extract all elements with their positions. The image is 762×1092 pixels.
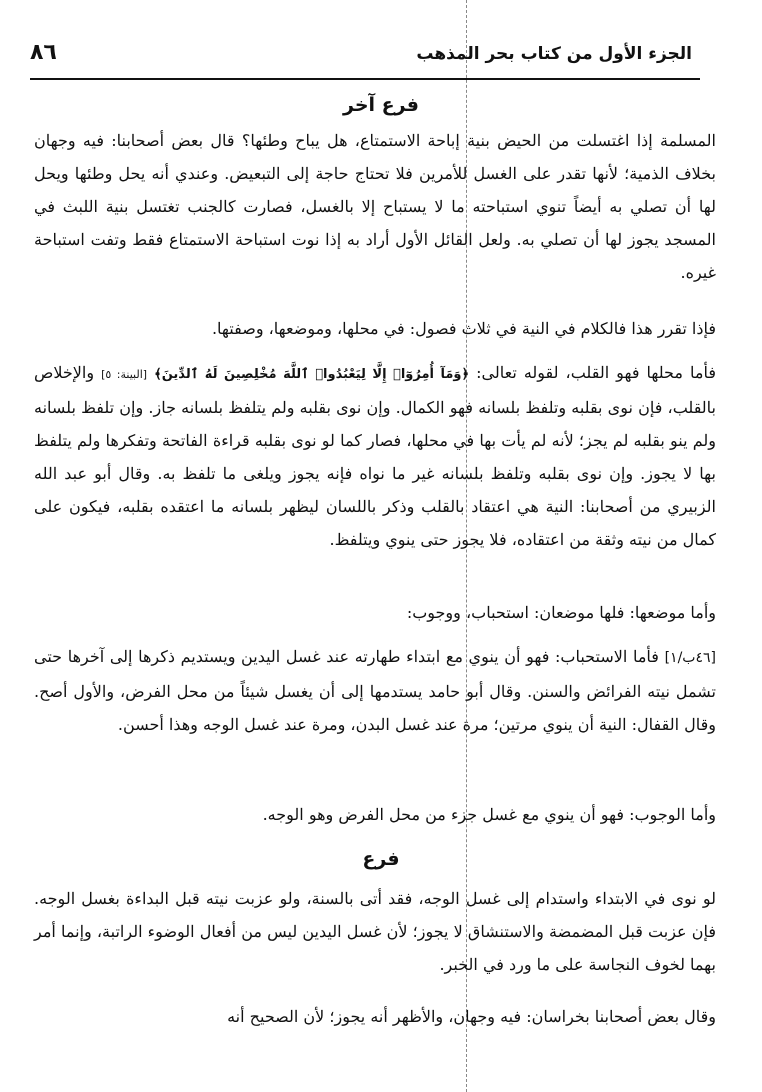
- paragraph-text: فأما محلها فهو القلب، لقوله تعالى:: [476, 363, 716, 382]
- running-header: [30, 34, 700, 80]
- page-number: ٨٦: [30, 40, 57, 65]
- folio-marker: [٤٦ب/١]: [664, 650, 716, 666]
- paragraph-text: والإخلاص بالقلب، فإن نوى بقلبه وتلفظ بلسانه فهو الكمال. وإن نوى بقلبه ولم يتلفظ بلسانه جاز. وإن تلفظ بلسانه ولم ينو بقلبه لم يجز؛ لأنه لم يأت بها في محلها، فصار كما لو نوى بقلبه قراءة الفاتحة وتفكرها ولم يتلفظ بها لا يجوز. وإن نوى بقلبه وتلفظ بلسانه غير ما نواه فإنه يجوز ويلغى ما تلفظ به. وقال أبو عبد الله الزبيري من أصحابنا: النية هي اعتقاد بالقلب وذكر باللسان ليظهر بلسانه ما اعتقده بقلبه، فيكون على كمال من نيته وثقة من اعتقاده، فلا يجوز حتى ينوي ويتلفظ.: [34, 363, 717, 549]
- paragraph: [34, 640, 716, 741]
- header-title: الجزء الأول من كتاب بحر المذهب: [416, 44, 692, 64]
- section-heading: فرع: [362, 848, 400, 870]
- paragraph-with-verse: [34, 356, 716, 556]
- paragraph: فإذا تقرر هذا فالكلام في النية في ثلاث فصول: في محلها، وموضعها، وصفتها.: [211, 319, 716, 338]
- paragraph: وأما الوجوب: فهو أن ينوي مع غسل جزء من محل الفرض وهو الوجه.: [262, 805, 716, 824]
- paragraph: وأما موضعها: فلها موضعان: استحباب، ووجوب:: [406, 603, 716, 622]
- verse-reference: [البينة: ٥]: [101, 368, 148, 381]
- quran-verse: ﴿وَمَآ أُمِرُوٓا۟ إِلَّا لِيَعْبُدُوا۟ ٱللَّهَ مُخْلِصِينَ لَهُ ٱلدِّينَ﴾: [154, 367, 470, 382]
- paragraph: المسلمة إذا اغتسلت من الحيض بنية إباحة الاستمتاع، هل يباح وطئها؟ قال بعض أصحابنا: فيه وجهان بخلاف الذمية؛ لأنها تقدر على الغسل للأمرين فلا تحتاج حاجة إلى التبعيض. وعندي أنه يحل وطئها ويحل لها أن تصلي به أيضاً تنوي استباحته ما لا يستباح إلا بالغسل، فصارت كالجنب تغتسل بنية اللبث في المسجد يجوز لها أن تصلي به. ولعل القائل الأول أراد به إذا نوت استباحة الاستمتاع فقط وتفت استباحة غيره.: [34, 131, 716, 282]
- paragraph-text: فأما الاستحباب: فهو أن ينوي مع ابتداء طهارته عند غسل اليدين ويستديم ذكرها إلى آخرها حتى تشمل نيته الفرائض والسنن. وقال أبو حامد يستدمها إلى أن يغسل شيئاً من محل الفرض، والأول أصح. وقال القفال: النية أن ينوي مرتين؛ مرة عند غسل البدن، ومرة عند غسل الوجه وهذا أحسن.: [34, 647, 716, 734]
- paragraph: وقال بعض أصحابنا بخراسان: فيه وجهان، والأظهر أنه يجوز؛ لأن الصحيح أنه: [227, 1007, 716, 1026]
- paragraph: لو نوى في الابتداء واستدام إلى غسل الوجه، فقد أتى بالسنة، ولو عزبت نيته قبل البداءة بغسل الوجه. فإن عزبت قبل المضمضة والاستنشاق لا يجوز؛ لأن غسل اليدين ليس من أفعال الوضوء الراتبة، وإنما أمر بهما لخوف النجاسة على ما ورد في الخبر.: [34, 889, 716, 974]
- section-heading: فرع آخر: [343, 94, 419, 116]
